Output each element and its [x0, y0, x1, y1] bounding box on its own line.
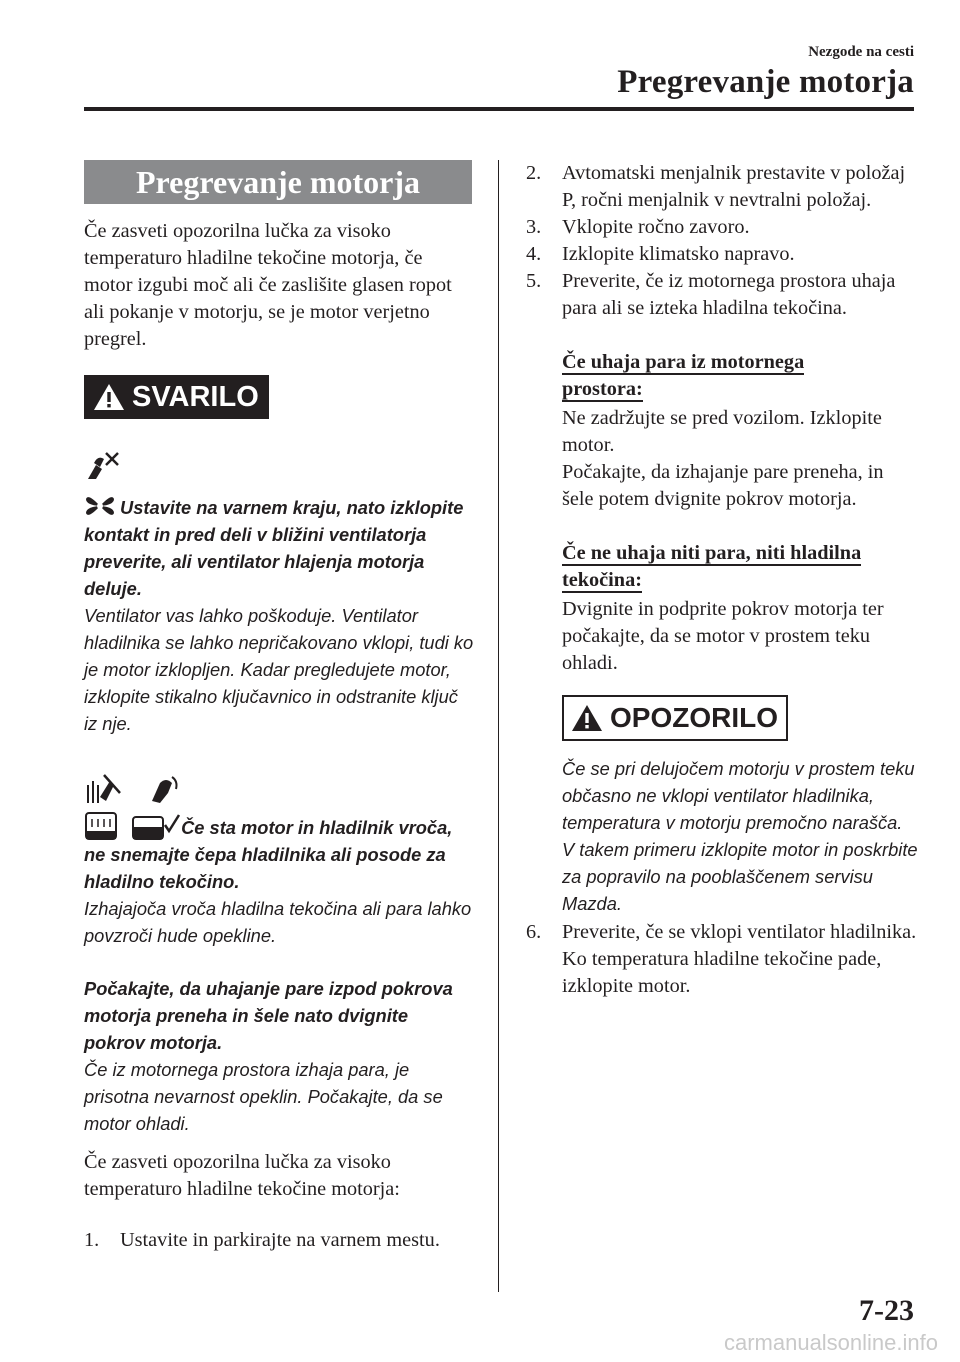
step-3-text: Vklopite ročno zavoro.: [562, 216, 750, 238]
step-1-number: 1.: [84, 1229, 100, 1251]
step-4-text: Izklopite klimatsko napravo.: [562, 243, 795, 265]
warning-triangle-icon: [92, 382, 126, 412]
warning-label: SVARILO: [132, 380, 259, 413]
step-1: [84, 1227, 474, 1254]
section-title-bar: Pregrevanje motorja: [84, 160, 472, 204]
radiator-reservoir-icon: [84, 811, 118, 841]
header-rule: [84, 107, 914, 111]
warning3-text: Če iz motornega prostora izhaja para, je prisotna nevarnost opeklin. Počakajte, da se motor ohladi.: [84, 1059, 443, 1134]
step-2: [526, 160, 918, 214]
steam-case-heading: Če uhaja para iz motornega prostora:: [562, 351, 805, 400]
warning-block-steam: [84, 975, 474, 1137]
step-5-text: Preverite, če iz motornega prostora uhaja para ali se izteka hladilna tekočina.: [562, 270, 896, 319]
header-chapter: Nezgode na cesti: [808, 44, 914, 60]
watermark: carmanualsonline.info: [723, 1330, 938, 1355]
right-column: [526, 160, 918, 1000]
caution-triangle-icon: [570, 703, 604, 733]
hand-cap-icon: [142, 773, 182, 807]
warning-label-box: [84, 375, 269, 419]
lead-paragraph: Če zasveti opozorilna lučka za visoko temperaturo hladilne tekočine motorja:: [84, 1151, 400, 1200]
warning-block-radiator: [84, 773, 474, 949]
no-hot-steam-icon: [84, 773, 124, 807]
left-column: [84, 160, 474, 1254]
coolant-tank-check-icon: [131, 811, 181, 841]
step-2-number: 2.: [526, 162, 542, 184]
step-5: [526, 268, 918, 322]
step-3-number: 3.: [526, 216, 542, 238]
step-4-number: 4.: [526, 243, 542, 265]
warning2-text: Izhajajoča vroča hladilna tekočina ali para lahko povzroči hude opekline.: [84, 898, 472, 946]
no-steam-case-heading: Če ne uhaja niti para, niti hladilna tekočina:: [562, 542, 862, 591]
step-1-text: Ustavite in parkirajte na varnem mestu.: [120, 1229, 440, 1251]
steam-case: [526, 349, 918, 513]
step-6: [526, 919, 918, 1000]
no-steam-case-text: Dvignite in podprite pokrov motorja ter počakajte, da se motor v prostem teku ohladi.: [562, 598, 884, 674]
warning-block-fan: [84, 449, 474, 737]
step-3: [526, 214, 918, 241]
no-hands-fan-icon: [84, 449, 120, 483]
column-divider: [498, 160, 499, 1292]
step-6-number: 6.: [526, 921, 542, 943]
steam-case-text-1: Ne zadržujte se pred vozilom. Izklopite motor.: [562, 407, 882, 456]
warning1-text: Ventilator vas lahko poškoduje. Ventilator hladilnika se lahko nepričakovano vklopi, tudi ko je motor izklopljen. Kadar pregledujete motor, izklopite stikalno ključavnico in odstranite ključ iz nje.: [84, 605, 474, 734]
intro-paragraph: Če zasveti opozorilna lučka za visoko temperaturo hladilne tekočine motorja, če motor izgubi moč ali če zaslišite glasen ropot ali pokanje v motorju, se je motor verjetno pregrel.: [84, 220, 452, 350]
page-number: 7-23: [859, 1294, 914, 1327]
caution-label: OPOZORILO: [610, 702, 778, 733]
header-title: Pregrevanje motorja: [617, 64, 914, 100]
steam-case-text-2: Počakajte, da izhajanje pare preneha, in šele potem dvignite pokrov motorja.: [562, 461, 884, 510]
fan-icon: [84, 491, 116, 521]
step-6-text: Preverite, če se vklopi ventilator hladilnika. Ko temperatura hladilne tekočine pade, izklopite motor.: [562, 921, 917, 997]
warning3-bold: Počakajte, da uhajanje pare izpod pokrova motorja preneha in šele nato dvignite pokrov motorja.: [84, 978, 453, 1053]
no-steam-case: [526, 540, 918, 677]
warning2-bold: Če sta motor in hladilnik vroča, ne snemajte čepa hladilnika ali posode za hladilno tekočino.: [84, 817, 453, 892]
step-2-text: Avtomatski menjalnik prestavite v položaj P, ročni menjalnik v nevtralni položaj.: [562, 162, 906, 211]
caution-label-box: [562, 695, 788, 741]
step-4: [526, 241, 918, 268]
caution-text: Če se pri delujočem motorju v prostem teku občasno ne vklopi ventilator hladilnika, temperatura v motorju premočno narašča. V takem primeru izklopite motor in poskrbite za popravilo na pooblaščenem servisu Mazda.: [562, 758, 918, 914]
warning1-bold: Ustavite na varnem kraju, nato izklopite kontakt in pred deli v bližini ventilatorja preverite, ali ventilator hlajenja motorja deluje.: [84, 497, 464, 599]
step-5-number: 5.: [526, 270, 542, 292]
